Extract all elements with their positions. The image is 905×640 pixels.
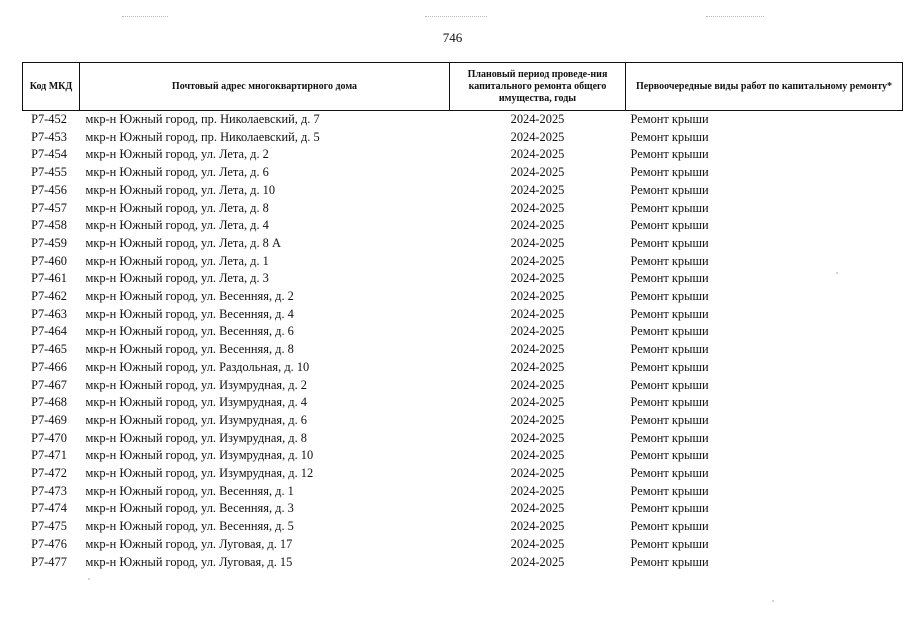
row-address: мкр-н Южный город, ул. Весенняя, д. 3	[85, 501, 294, 516]
row-period: 2024-2025	[510, 466, 565, 481]
row-work: Ремонт крыши	[630, 483, 709, 498]
scan-speck	[772, 600, 774, 602]
row-work: Ремонт крыши	[630, 200, 709, 215]
row-code: Р7-462	[31, 289, 67, 304]
table-row	[23, 554, 903, 572]
table-row	[23, 430, 903, 448]
row-address: мкр-н Южный город, ул. Лета, д. 3	[85, 271, 269, 286]
row-address: мкр-н Южный город, ул. Лета, д. 4	[85, 218, 269, 233]
row-period: 2024-2025	[510, 501, 565, 516]
row-code: Р7-458	[31, 218, 67, 233]
row-address: мкр-н Южный город, ул. Весенняя, д. 4	[85, 306, 294, 321]
scan-speck	[836, 272, 838, 274]
table-row	[23, 536, 903, 554]
row-period: 2024-2025	[510, 359, 565, 374]
row-code: Р7-459	[31, 235, 67, 250]
table-row	[23, 146, 903, 164]
row-address: мкр-н Южный город, ул. Весенняя, д. 6	[85, 324, 294, 339]
row-address: мкр-н Южный город, ул. Изумрудная, д. 4	[85, 395, 307, 410]
row-period: 2024-2025	[510, 271, 565, 286]
row-code: Р7-473	[31, 483, 67, 498]
row-code: Р7-460	[31, 253, 67, 268]
row-period: 2024-2025	[510, 147, 565, 162]
row-code: Р7-455	[31, 165, 67, 180]
row-work: Ремонт крыши	[630, 395, 709, 410]
row-work: Ремонт крыши	[630, 536, 709, 551]
table-row	[23, 518, 903, 536]
row-work: Ремонт крыши	[630, 466, 709, 481]
row-code: Р7-456	[31, 182, 67, 197]
row-address: мкр-н Южный город, ул. Лета, д. 8 А	[85, 235, 281, 250]
table-row	[23, 483, 903, 501]
row-address: мкр-н Южный город, ул. Лета, д. 10	[85, 182, 276, 197]
row-period: 2024-2025	[510, 129, 565, 144]
row-code: Р7-469	[31, 412, 67, 427]
table-row	[23, 465, 903, 483]
row-address: мкр-н Южный город, ул. Весенняя, д. 5	[85, 519, 294, 534]
row-period: 2024-2025	[510, 289, 565, 304]
row-period: 2024-2025	[510, 412, 565, 427]
table-row	[23, 500, 903, 518]
table-row	[23, 164, 903, 182]
row-period: 2024-2025	[510, 430, 565, 445]
row-code: Р7-476	[31, 536, 67, 551]
scan-artifact-line	[706, 16, 764, 17]
row-address: мкр-н Южный город, ул. Изумрудная, д. 10	[85, 448, 314, 463]
row-code: Р7-475	[31, 519, 67, 534]
table-row	[23, 111, 903, 129]
table-row	[23, 412, 903, 430]
row-code: Р7-463	[31, 306, 67, 321]
row-code: Р7-471	[31, 448, 67, 463]
row-period: 2024-2025	[510, 483, 565, 498]
row-period: 2024-2025	[510, 324, 565, 339]
table-row	[23, 182, 903, 200]
row-period: 2024-2025	[510, 448, 565, 463]
row-work: Ремонт крыши	[630, 501, 709, 516]
row-address: мкр-н Южный город, ул. Лета, д. 2	[85, 147, 269, 162]
row-period: 2024-2025	[510, 536, 565, 551]
row-code: Р7-464	[31, 324, 67, 339]
row-address: мкр-н Южный город, пр. Николаевский, д. 5	[85, 129, 320, 144]
row-address: мкр-н Южный город, ул. Луговая, д. 17	[85, 536, 293, 551]
table-body	[23, 111, 903, 572]
row-address: мкр-н Южный город, ул. Весенняя, д. 1	[85, 483, 294, 498]
row-work: Ремонт крыши	[630, 112, 709, 126]
row-address: мкр-н Южный город, ул. Лета, д. 8	[85, 200, 269, 215]
row-address: мкр-н Южный город, ул. Изумрудная, д. 8	[85, 430, 307, 445]
header-works: Первоочередные виды работ по капитальному ремонту*	[626, 63, 903, 111]
row-address: мкр-н Южный город, ул. Луговая, д. 15	[85, 554, 293, 569]
row-work: Ремонт крыши	[630, 129, 709, 144]
row-code: Р7-466	[31, 359, 67, 374]
row-code: Р7-461	[31, 271, 67, 286]
row-work: Ремонт крыши	[630, 306, 709, 321]
row-work: Ремонт крыши	[630, 519, 709, 534]
row-code: Р7-477	[31, 554, 67, 569]
row-code: Р7-470	[31, 430, 67, 445]
row-code: Р7-457	[31, 200, 67, 215]
row-code: Р7-453	[31, 129, 67, 144]
row-work: Ремонт крыши	[630, 165, 709, 180]
page-number: 746	[442, 30, 463, 45]
row-address: мкр-н Южный город, ул. Весенняя, д. 2	[85, 289, 294, 304]
row-period: 2024-2025	[510, 182, 565, 197]
row-address: мкр-н Южный город, пр. Николаевский, д. 7	[85, 112, 320, 126]
row-address: мкр-н Южный город, ул. Изумрудная, д. 12	[85, 466, 314, 481]
table-row	[23, 377, 903, 395]
row-work: Ремонт крыши	[630, 554, 709, 569]
row-work: Ремонт крыши	[630, 430, 709, 445]
row-period: 2024-2025	[510, 395, 565, 410]
table-header-row	[23, 63, 903, 111]
table-row	[23, 447, 903, 465]
row-period: 2024-2025	[510, 342, 565, 357]
row-code: Р7-467	[31, 377, 67, 392]
row-period: 2024-2025	[510, 519, 565, 534]
table-row	[23, 253, 903, 271]
row-work: Ремонт крыши	[630, 289, 709, 304]
row-address: мкр-н Южный город, ул. Изумрудная, д. 6	[85, 412, 307, 427]
row-code: Р7-468	[31, 395, 67, 410]
row-code: Р7-454	[31, 147, 67, 162]
row-address: мкр-н Южный город, ул. Раздольная, д. 10	[85, 359, 310, 374]
row-period: 2024-2025	[510, 306, 565, 321]
table-row	[23, 288, 903, 306]
capital-repair-table	[22, 62, 903, 571]
row-code: Р7-474	[31, 501, 67, 516]
table-row	[23, 341, 903, 359]
table-row	[23, 235, 903, 253]
row-work: Ремонт крыши	[630, 235, 709, 250]
row-code: Р7-472	[31, 466, 67, 481]
row-address: мкр-н Южный город, ул. Изумрудная, д. 2	[85, 377, 307, 392]
row-work: Ремонт крыши	[630, 448, 709, 463]
row-period: 2024-2025	[510, 165, 565, 180]
row-address: мкр-н Южный город, ул. Лета, д. 6	[85, 165, 269, 180]
row-period: 2024-2025	[510, 112, 565, 126]
header-code: Код МКД	[23, 63, 80, 111]
row-period: 2024-2025	[510, 200, 565, 215]
scan-artifact-line	[122, 16, 168, 17]
row-period: 2024-2025	[510, 253, 565, 268]
row-work: Ремонт крыши	[630, 271, 709, 286]
row-work: Ремонт крыши	[630, 324, 709, 339]
row-work: Ремонт крыши	[630, 342, 709, 357]
header-period: Плановый период проведе-ния капитального ремонта общего имущества, годы	[450, 63, 626, 111]
scan-artifact-line	[425, 16, 487, 17]
table-row	[23, 200, 903, 218]
row-period: 2024-2025	[510, 235, 565, 250]
row-code: Р7-465	[31, 342, 67, 357]
table-row	[23, 323, 903, 341]
row-code: Р7-452	[31, 112, 67, 126]
table-row	[23, 217, 903, 235]
header-address: Почтовый адрес многоквартирного дома	[80, 63, 450, 111]
row-work: Ремонт крыши	[630, 218, 709, 233]
row-period: 2024-2025	[510, 554, 565, 569]
row-work: Ремонт крыши	[630, 253, 709, 268]
table-row	[23, 270, 903, 288]
table-row	[23, 306, 903, 324]
row-work: Ремонт крыши	[630, 412, 709, 427]
row-address: мкр-н Южный город, ул. Весенняя, д. 8	[85, 342, 294, 357]
table-row	[23, 359, 903, 377]
row-work: Ремонт крыши	[630, 359, 709, 374]
row-work: Ремонт крыши	[630, 182, 709, 197]
row-address: мкр-н Южный город, ул. Лета, д. 1	[85, 253, 269, 268]
table-row	[23, 394, 903, 412]
scan-speck	[88, 578, 90, 580]
row-work: Ремонт крыши	[630, 147, 709, 162]
table-row	[23, 129, 903, 147]
row-period: 2024-2025	[510, 377, 565, 392]
row-work: Ремонт крыши	[630, 377, 709, 392]
row-period: 2024-2025	[510, 218, 565, 233]
